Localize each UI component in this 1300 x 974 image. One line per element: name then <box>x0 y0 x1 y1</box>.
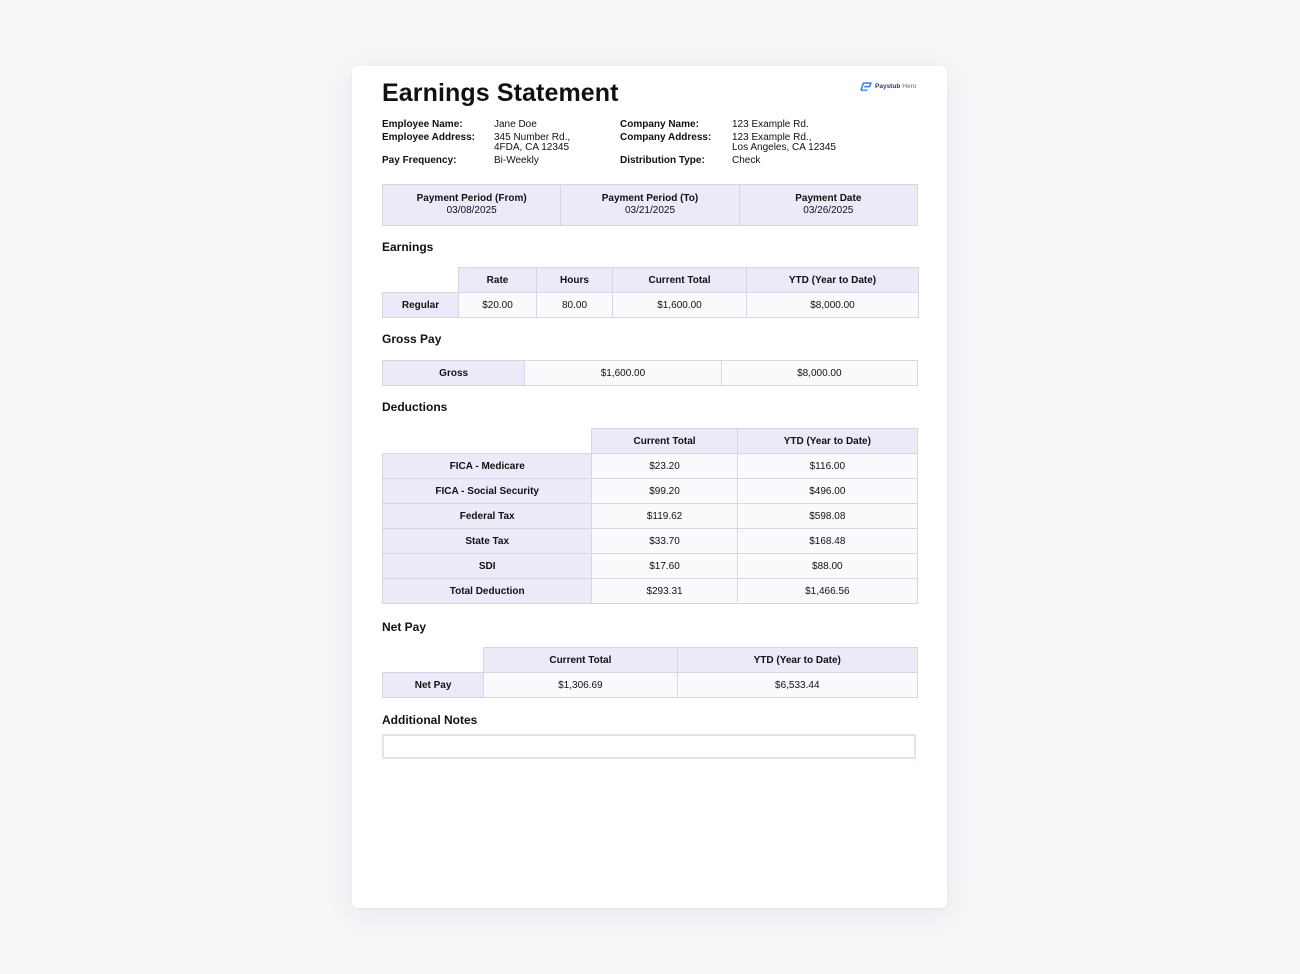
earnings-header-row <box>383 268 919 293</box>
pay-frequency-label: Pay Frequency: <box>382 155 457 166</box>
employee-name-row <box>382 120 570 130</box>
earnings-header-rate: Rate <box>459 268 537 293</box>
company-address-row <box>620 133 836 153</box>
period-from-value: 03/08/2025 <box>446 205 497 216</box>
table-row <box>383 673 918 698</box>
paystubhero-logo <box>860 82 916 91</box>
deductions-title: Deductions <box>382 400 448 414</box>
deduction-ytd: $168.48 <box>737 529 917 554</box>
company-address-value: 123 Example Rd., Los Angeles, CA 12345 <box>732 132 836 153</box>
earnings-statement-sheet <box>352 66 947 908</box>
net-pay-corner <box>383 648 484 673</box>
employee-address-row <box>382 133 570 153</box>
gross-pay-table <box>382 360 918 386</box>
payment-date-cell <box>740 185 917 225</box>
deduction-label: FICA - Social Security <box>383 479 592 504</box>
deduction-label: SDI <box>383 554 592 579</box>
deduction-total-label: Total Deduction <box>383 579 592 604</box>
period-to-label: Payment Period (To) <box>601 193 699 204</box>
earnings-current: $1,600.00 <box>613 293 747 318</box>
employee-name-value: Jane Doe <box>494 119 537 130</box>
distribution-type-label: Distribution Type: <box>620 155 705 166</box>
deductions-corner <box>383 429 592 454</box>
deductions-header-ytd: YTD (Year to Date) <box>737 429 917 454</box>
earnings-hours: 80.00 <box>537 293 613 318</box>
deduction-ytd: $598.08 <box>737 504 917 529</box>
period-to-value: 03/21/2025 <box>624 205 676 216</box>
earnings-corner <box>383 268 459 293</box>
gross-current: $1,600.00 <box>525 361 721 386</box>
table-row <box>383 361 918 386</box>
net-pay-header-ytd: YTD (Year to Date) <box>677 648 917 673</box>
earnings-header-hours: Hours <box>537 268 613 293</box>
company-name-value: 123 Example Rd. <box>732 119 809 130</box>
deduction-current: $119.62 <box>592 504 737 529</box>
net-pay-ytd: $6,533.44 <box>677 673 917 698</box>
table-row <box>383 454 918 479</box>
deduction-label: State Tax <box>383 529 592 554</box>
table-row <box>383 529 918 554</box>
deductions-header-row <box>383 429 918 454</box>
table-row <box>383 504 918 529</box>
payment-date-value: 03/26/2025 <box>803 205 854 216</box>
company-address-label: Company Address: <box>620 132 712 143</box>
deduction-ytd: $496.00 <box>737 479 917 504</box>
earnings-header-current: Current Total <box>613 268 747 293</box>
net-pay-row-label: Net Pay <box>383 673 484 698</box>
distribution-type-value: Check <box>732 155 761 166</box>
deduction-total-current: $293.31 <box>592 579 737 604</box>
table-row <box>383 579 918 604</box>
additional-notes-title: Additional Notes <box>382 713 478 727</box>
employee-address-label: Employee Address: <box>382 132 475 143</box>
employee-info <box>382 120 570 169</box>
deduction-total-ytd: $1,466.56 <box>737 579 917 604</box>
employee-name-label: Employee Name: <box>382 119 463 130</box>
payment-period-box <box>382 184 918 226</box>
deduction-label: Federal Tax <box>383 504 592 529</box>
gross-pay-title: Gross Pay <box>382 332 442 346</box>
period-from-label: Payment Period (From) <box>416 193 527 204</box>
deduction-current: $99.20 <box>592 479 737 504</box>
earnings-table <box>382 267 919 318</box>
period-from-cell <box>383 185 561 225</box>
logo-text-accent: Hero <box>902 83 917 90</box>
table-row <box>383 293 919 318</box>
deduction-ytd: $88.00 <box>737 554 917 579</box>
deduction-current: $33.70 <box>592 529 737 554</box>
deduction-current: $23.20 <box>592 454 737 479</box>
deductions-table <box>382 428 918 604</box>
earnings-title: Earnings <box>382 240 434 254</box>
document-title: Earnings Statement <box>382 79 619 107</box>
gross-row-label: Gross <box>383 361 525 386</box>
earnings-header-ytd: YTD (Year to Date) <box>747 268 919 293</box>
paystubhero-logo-icon <box>860 82 873 91</box>
table-row <box>383 479 918 504</box>
net-pay-title: Net Pay <box>382 620 427 634</box>
company-name-row <box>620 120 836 130</box>
deduction-current: $17.60 <box>592 554 737 579</box>
logo-text-main: Paystub <box>875 83 901 90</box>
deduction-label: FICA - Medicare <box>383 454 592 479</box>
deduction-ytd: $116.00 <box>737 454 917 479</box>
additional-notes-box <box>382 734 916 759</box>
earnings-ytd: $8,000.00 <box>747 293 919 318</box>
employee-address-value: 345 Number Rd., 4FDA, CA 12345 <box>494 132 571 153</box>
earnings-rate: $20.00 <box>459 293 537 318</box>
net-pay-current: $1,306.69 <box>484 673 677 698</box>
period-to-cell <box>561 185 739 225</box>
pay-frequency-value: Bi-Weekly <box>494 155 539 166</box>
pay-frequency-row <box>382 156 570 166</box>
gross-ytd: $8,000.00 <box>721 361 917 386</box>
net-pay-header-current: Current Total <box>484 648 677 673</box>
company-info <box>620 120 836 169</box>
earnings-row-label: Regular <box>383 293 459 318</box>
distribution-type-row <box>620 156 836 166</box>
deductions-header-current: Current Total <box>592 429 737 454</box>
company-name-label: Company Name: <box>620 119 699 130</box>
table-row <box>383 554 918 579</box>
net-pay-header-row <box>383 648 918 673</box>
net-pay-table <box>382 647 918 698</box>
payment-date-label: Payment Date <box>795 193 862 204</box>
